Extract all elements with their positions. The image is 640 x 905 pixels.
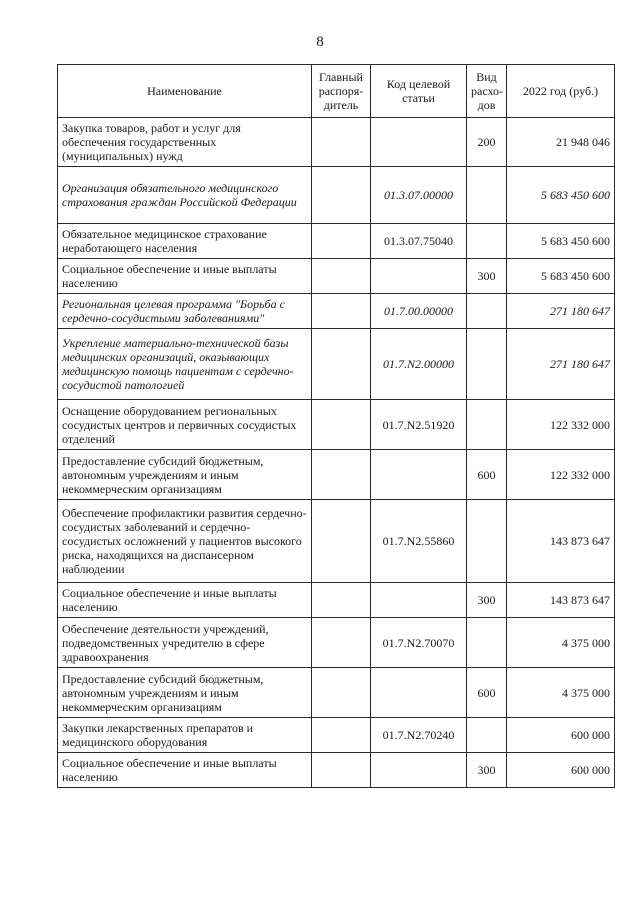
row-name-cell: Оснащение оборудованием региональных сосудистых центров и первичных сосудистых отделений [58, 400, 312, 450]
row-grbs-cell [312, 259, 371, 294]
table-row [58, 118, 615, 167]
row-sum-cell: 143 873 647 [507, 583, 615, 618]
row-name-cell: Закупка товаров, работ и услуг для обеспечения государственных (муниципальных) нужд [58, 118, 312, 167]
row-code-cell: 01.7.N2.00000 [371, 329, 467, 400]
table-row [58, 718, 615, 753]
row-kind-cell [467, 500, 507, 583]
row-name-cell: Обеспечение профилактики развития сердечно-сосудистых заболеваний и сердечно-сосудистых осложнений у пациентов высокого риска, находящихся на диспансерном наблюдении [58, 500, 312, 583]
row-name-cell: Социальное обеспечение и иные выплаты населению [58, 259, 312, 294]
table-row [58, 259, 615, 294]
row-kind-cell: 300 [467, 583, 507, 618]
table-row [58, 500, 615, 583]
row-kind-cell [467, 167, 507, 224]
row-sum-cell: 122 332 000 [507, 400, 615, 450]
row-sum-cell: 600 000 [507, 753, 615, 788]
row-name-cell: Обеспечение деятельности учреждений, подведомственных учредителю в сфере здравоохранения [58, 618, 312, 668]
row-code-cell [371, 583, 467, 618]
row-code-cell: 01.7.N2.51920 [371, 400, 467, 450]
row-kind-cell: 300 [467, 753, 507, 788]
row-sum-cell: 122 332 000 [507, 450, 615, 500]
table-row [58, 400, 615, 450]
table-row [58, 668, 615, 718]
row-sum-cell: 5 683 450 600 [507, 259, 615, 294]
row-kind-cell [467, 294, 507, 329]
table-header-row [58, 65, 615, 118]
row-name-cell: Предоставление субсидий бюджетным, автономным учреждениям и иным некоммерческим организациям [58, 668, 312, 718]
table-row [58, 618, 615, 668]
row-grbs-cell [312, 329, 371, 400]
row-sum-cell: 143 873 647 [507, 500, 615, 583]
table-row [58, 294, 615, 329]
row-grbs-cell [312, 224, 371, 259]
header-name: Наименование [58, 65, 312, 118]
row-grbs-cell [312, 583, 371, 618]
row-name-cell: Обязательное медицинское страхование неработающего населения [58, 224, 312, 259]
page-number: 8 [316, 34, 324, 50]
row-kind-cell: 600 [467, 668, 507, 718]
table-row [58, 583, 615, 618]
row-name-cell: Социальное обеспечение и иные выплаты населению [58, 753, 312, 788]
row-kind-cell [467, 718, 507, 753]
row-sum-cell: 5 683 450 600 [507, 224, 615, 259]
row-grbs-cell [312, 718, 371, 753]
row-sum-cell: 271 180 647 [507, 329, 615, 400]
row-code-cell: 01.7.00.00000 [371, 294, 467, 329]
table-row [58, 450, 615, 500]
table-row [58, 224, 615, 259]
row-sum-cell: 4 375 000 [507, 618, 615, 668]
row-kind-cell: 600 [467, 450, 507, 500]
row-code-cell: 01.3.07.00000 [371, 167, 467, 224]
budget-table [57, 64, 615, 788]
row-sum-cell: 5 683 450 600 [507, 167, 615, 224]
row-code-cell: 01.7.N2.70240 [371, 718, 467, 753]
row-kind-cell: 300 [467, 259, 507, 294]
row-name-cell: Предоставление субсидий бюджетным, автономным учреждениям и иным некоммерческим организациям [58, 450, 312, 500]
header-code: Код целевой статьи [371, 65, 467, 118]
row-code-cell [371, 668, 467, 718]
row-kind-cell [467, 618, 507, 668]
row-grbs-cell [312, 450, 371, 500]
row-code-cell [371, 450, 467, 500]
row-code-cell: 01.7.N2.70070 [371, 618, 467, 668]
row-kind-cell [467, 224, 507, 259]
header-kind: Вид расхо-дов [467, 65, 507, 118]
table-row [58, 753, 615, 788]
row-sum-cell: 21 948 046 [507, 118, 615, 167]
row-grbs-cell [312, 668, 371, 718]
row-code-cell [371, 753, 467, 788]
row-code-cell: 01.3.07.75040 [371, 224, 467, 259]
row-name-cell: Укрепление материально-технической базы медицинских организаций, оказывающих медицинскую помощь пациентам с сердечно-сосудистой патологией [58, 329, 312, 400]
row-sum-cell: 4 375 000 [507, 668, 615, 718]
row-grbs-cell [312, 753, 371, 788]
row-grbs-cell [312, 294, 371, 329]
table-row [58, 167, 615, 224]
row-kind-cell: 200 [467, 118, 507, 167]
row-grbs-cell [312, 400, 371, 450]
row-code-cell: 01.7.N2.55860 [371, 500, 467, 583]
row-sum-cell: 271 180 647 [507, 294, 615, 329]
table-body [58, 118, 615, 788]
row-code-cell [371, 118, 467, 167]
row-name-cell: Социальное обеспечение и иные выплаты населению [58, 583, 312, 618]
row-kind-cell [467, 329, 507, 400]
row-grbs-cell [312, 118, 371, 167]
row-kind-cell [467, 400, 507, 450]
row-name-cell: Организация обязательного медицинского страхования граждан Российской Федерации [58, 167, 312, 224]
header-grbs: Главный распоря-дитель [312, 65, 371, 118]
row-grbs-cell [312, 167, 371, 224]
row-code-cell [371, 259, 467, 294]
table-row [58, 329, 615, 400]
row-name-cell: Закупки лекарственных препаратов и медицинского оборудования [58, 718, 312, 753]
row-grbs-cell [312, 500, 371, 583]
row-name-cell: Региональная целевая программа "Борьба с сердечно-сосудистыми заболеваниями" [58, 294, 312, 329]
row-grbs-cell [312, 618, 371, 668]
row-sum-cell: 600 000 [507, 718, 615, 753]
header-sum: 2022 год (руб.) [507, 65, 615, 118]
